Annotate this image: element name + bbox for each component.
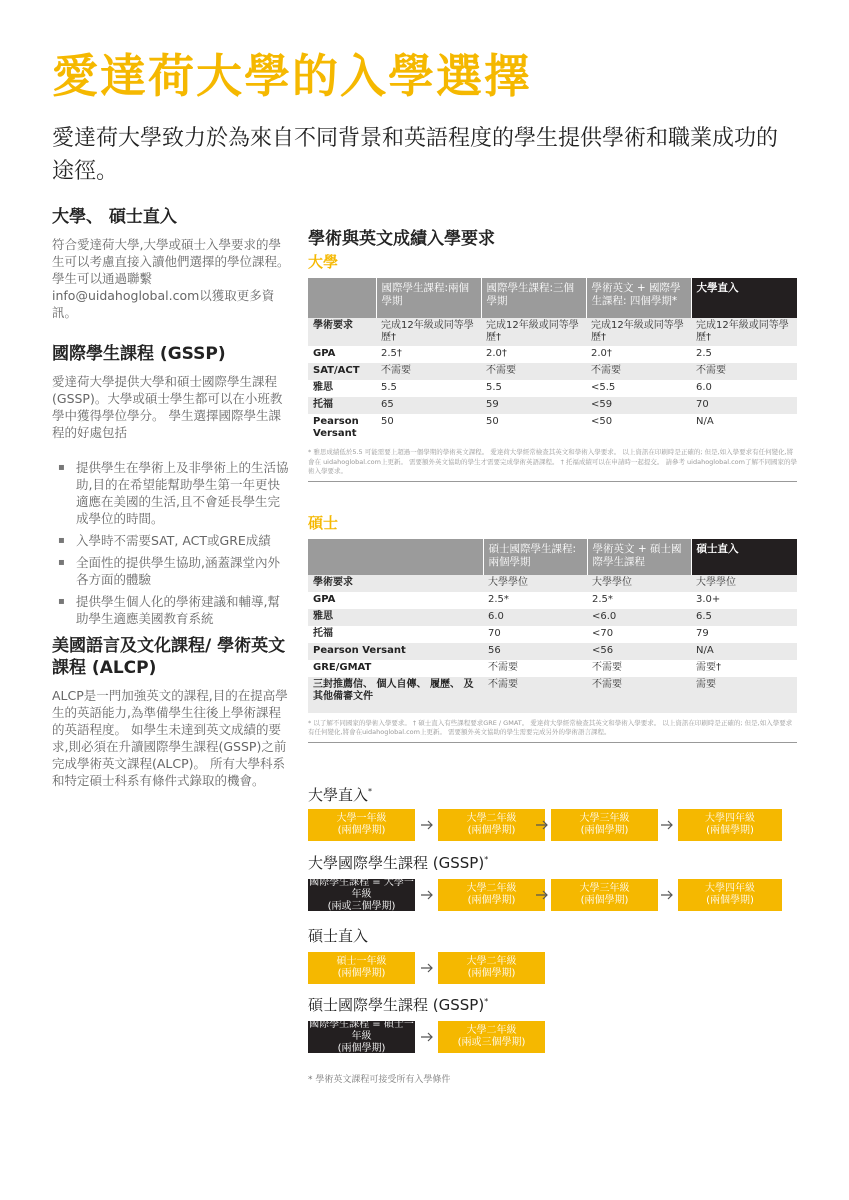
table-cell: N/A — [691, 414, 797, 442]
page-subtitle: 愛達荷大學致力於為來自不同背景和英語程度的學生提供學術和職業成功的途徑。 — [52, 126, 779, 184]
row-label: Pearson Versant — [308, 414, 376, 442]
row-label: 托福 — [308, 626, 483, 643]
table-cell: <70 — [587, 626, 691, 643]
table-cell: <59 — [586, 397, 691, 414]
table-cell: 6.0 — [483, 609, 587, 626]
table-cell: 2.5* — [587, 592, 691, 609]
table-cell: 不需要 — [483, 677, 587, 713]
table-cell: <6.0 — [587, 609, 691, 626]
undergrad-label: 大學 — [308, 253, 339, 271]
table-cell: 需要 — [691, 677, 797, 713]
table-cell: 2.5* — [483, 592, 587, 609]
pathway-title: 大學國際學生課程 (GSSP)* — [308, 854, 489, 872]
table-cell: 6.0 — [691, 380, 797, 397]
pathway-step: 大學二年級 (兩個學期) — [438, 952, 545, 984]
table-cell: 70 — [483, 626, 587, 643]
list-item: ▪ 入學時不需要SAT, ACT或GRE成績 — [52, 532, 292, 549]
arrow-right-icon — [421, 1032, 434, 1042]
row-label: GPA — [308, 346, 376, 363]
pathway-step: 大學四年級 (兩個學期) — [678, 879, 782, 911]
table-cell: 5.5 — [376, 380, 481, 397]
table-cell: 完成12年級或同等學歷† — [691, 318, 797, 346]
direct-entry-heading: 大學、 碩士直入 — [52, 207, 177, 227]
table-header: 國際學生課程:兩個學期 — [376, 278, 481, 318]
table-cell: 2.0† — [586, 346, 691, 363]
table-cell: N/A — [691, 643, 797, 660]
table-cell: 65 — [376, 397, 481, 414]
table-header-blank — [308, 539, 483, 575]
table-cell: 大學學位 — [691, 575, 797, 592]
table-cell: 2.5† — [376, 346, 481, 363]
direct-entry-body: 符合愛達荷大學,大學或碩士入學要求的學生可以考慮直接入讀他們選擇的學位課程。學生可以通過聯繫info@uidahoglobal.com以獲取更多資訊。 — [52, 237, 290, 320]
arrow-right-icon — [661, 890, 674, 900]
table-cell: 70 — [691, 397, 797, 414]
table-cell: 不需要 — [586, 363, 691, 380]
table-header: 學術英文 + 國際學生課程: 四個學期* — [586, 278, 691, 318]
list-item: ▪ 全面性的提供學生協助,涵蓋課堂內外各方面的體驗 — [52, 554, 292, 588]
pathway-title: 碩士國際學生課程 (GSSP)* — [308, 996, 489, 1014]
table-cell: 需要† — [691, 660, 797, 677]
table-cell: 2.0† — [481, 346, 586, 363]
table-cell: 50 — [376, 414, 481, 442]
row-label: 學術要求 — [308, 318, 376, 346]
requirements-heading: 學術與英文成績入學要求 — [308, 229, 495, 249]
pathway-step: 大學二年級 (兩或三個學期) — [438, 1021, 545, 1053]
graduate-requirements-table — [308, 539, 797, 713]
alcp-body: ALCP是一門加強英文的課程,目的在提高學生的英語能力,為準備學生往後上學術課程的英語程度。 如學生未達到英文成績的要求,則必須在升讀國際學生課程(GSSP)之前完成學術英文課程(ALCP)。 所有大學科系和特定碩士科系有條件式錄取的機會。 — [52, 688, 288, 788]
requirements-section — [308, 224, 797, 743]
table-header-highlight: 碩士直入 — [691, 539, 797, 575]
graduate-note: * 以了解不同國家的學術入學要求。 † 碩士直入有些課程要求GRE / GMAT。 愛達荷大學經常檢查其英文和學術入學要求。 以上資訊在印刷時是正確的; 但是,如入學要求有任何變化,將會在uidahoglobal.com上更新。 需要額外英文協助的學生需要完成另外的學術語言課程。 — [308, 719, 797, 743]
pathway-title: 碩士直入 — [308, 927, 369, 945]
table-cell: 完成12年級或同等學歷† — [376, 318, 481, 346]
table-cell: 6.5 — [691, 609, 797, 626]
row-label: 雅思 — [308, 609, 483, 626]
gssp-heading: 國際學生課程 (GSSP) — [52, 344, 226, 364]
table-cell: 不需要 — [483, 660, 587, 677]
table-header-blank — [308, 278, 376, 318]
table-header: 碩士國際學生課程: 兩個學期 — [483, 539, 587, 575]
table-cell: <5.5 — [586, 380, 691, 397]
pathway-step: 大學二年級 (兩個學期) — [438, 809, 545, 841]
arrow-right-icon — [421, 890, 434, 900]
pathway-step: 大學二年級 (兩個學期) — [438, 879, 545, 911]
row-label: 三封推薦信、 個人自傳、 履歷、 及其他備審文件 — [308, 677, 483, 713]
table-cell: 不需要 — [691, 363, 797, 380]
pathway-step: 國際學生課程 = 碩士一年級 (兩個學期) — [309, 1019, 414, 1054]
table-cell: 79 — [691, 626, 797, 643]
left-column — [52, 206, 292, 799]
table-cell: 大學學位 — [587, 575, 691, 592]
page-title: 愛達荷大學的入學選擇 — [52, 49, 532, 103]
alcp-heading: 美國語言及文化課程/ 學術英文課程 (ALCP) — [52, 636, 286, 678]
row-label: SAT/ACT — [308, 363, 376, 380]
table-cell: 不需要 — [481, 363, 586, 380]
table-cell: <50 — [586, 414, 691, 442]
list-item: ▪ 提供學生個人化的學術建議和輔導,幫助學生適應美國教育系統 — [52, 593, 292, 627]
table-cell: 不需要 — [376, 363, 481, 380]
footnote: * 學術英文課程可接受所有入學條件 — [308, 1075, 451, 1085]
table-cell: 56 — [483, 643, 587, 660]
pathway-step: 大學三年級 (兩個學期) — [551, 879, 658, 911]
undergrad-note: * 雅思成績低於5.5 可能需要上超過一個學期的學術英文課程。 愛達荷大學經常檢查其英文和學術入學要求。 以上資訊在印刷時是正確的; 但是,如入學要求有任何變化,將會在 uidahoglobal.com上更新。 需要額外英文協助的學生才需要完成學術英語課程。 † 托福成績可以在申請時一起提交。 請參考 uidahoglobal.com了解不同國家的學術入學要求。 — [308, 448, 797, 482]
arrow-right-icon — [536, 820, 549, 830]
table-header: 學術英文 + 碩士國際學生課程 — [587, 539, 691, 575]
pathway-step: 大學一年級 (兩個學期) — [308, 809, 415, 841]
graduate-label: 碩士 — [308, 513, 339, 532]
row-label: GPA — [308, 592, 483, 609]
arrow-right-icon — [661, 820, 674, 830]
arrow-right-icon — [536, 890, 549, 900]
table-cell: 大學學位 — [483, 575, 587, 592]
table-cell: 3.0+ — [691, 592, 797, 609]
table-cell: 完成12年級或同等學歷† — [481, 318, 586, 346]
row-label: 托福 — [308, 397, 376, 414]
undergrad-requirements-table — [308, 278, 797, 442]
gssp-body: 愛達荷大學提供大學和碩士國際學生課程 (GSSP)。大學或碩士學生都可以在小班教學中獲得學位學分。 學生選擇國際學生課程的好處包括 — [52, 374, 283, 440]
row-label: 學術要求 — [308, 575, 483, 592]
pathway-step: 碩士一年級 (兩個學期) — [308, 952, 415, 984]
arrow-right-icon — [421, 820, 434, 830]
table-cell: 完成12年級或同等學歷† — [586, 318, 691, 346]
pathway-title: 大學直入* — [308, 786, 373, 804]
gssp-benefits-list — [52, 459, 292, 627]
table-cell: 59 — [481, 397, 586, 414]
table-cell: 50 — [481, 414, 586, 442]
pathway-step: 大學四年級 (兩個學期) — [678, 809, 782, 841]
list-item: ▪ 提供學生在學術上及非學術上的生活協助,目的在希望能幫助學生第一年更快適應在美國的生活,且不會延長學生完成學位的時間。 — [52, 459, 292, 527]
table-header: 國際學生課程:三個學期 — [481, 278, 586, 318]
pathway-step: 大學三年級 (兩個學期) — [551, 809, 658, 841]
table-cell: 2.5 — [691, 346, 797, 363]
row-label: 雅思 — [308, 380, 376, 397]
table-cell: <56 — [587, 643, 691, 660]
pathway-step: 國際學生課程 = 大學一年級 (兩或三個學期) — [309, 877, 414, 912]
table-cell: 5.5 — [481, 380, 586, 397]
row-label: Pearson Versant — [308, 643, 483, 660]
arrow-right-icon — [421, 963, 434, 973]
table-header-highlight: 大學直入 — [691, 278, 797, 318]
table-cell: 不需要 — [587, 660, 691, 677]
table-cell: 不需要 — [587, 677, 691, 713]
row-label: GRE/GMAT — [308, 660, 483, 677]
